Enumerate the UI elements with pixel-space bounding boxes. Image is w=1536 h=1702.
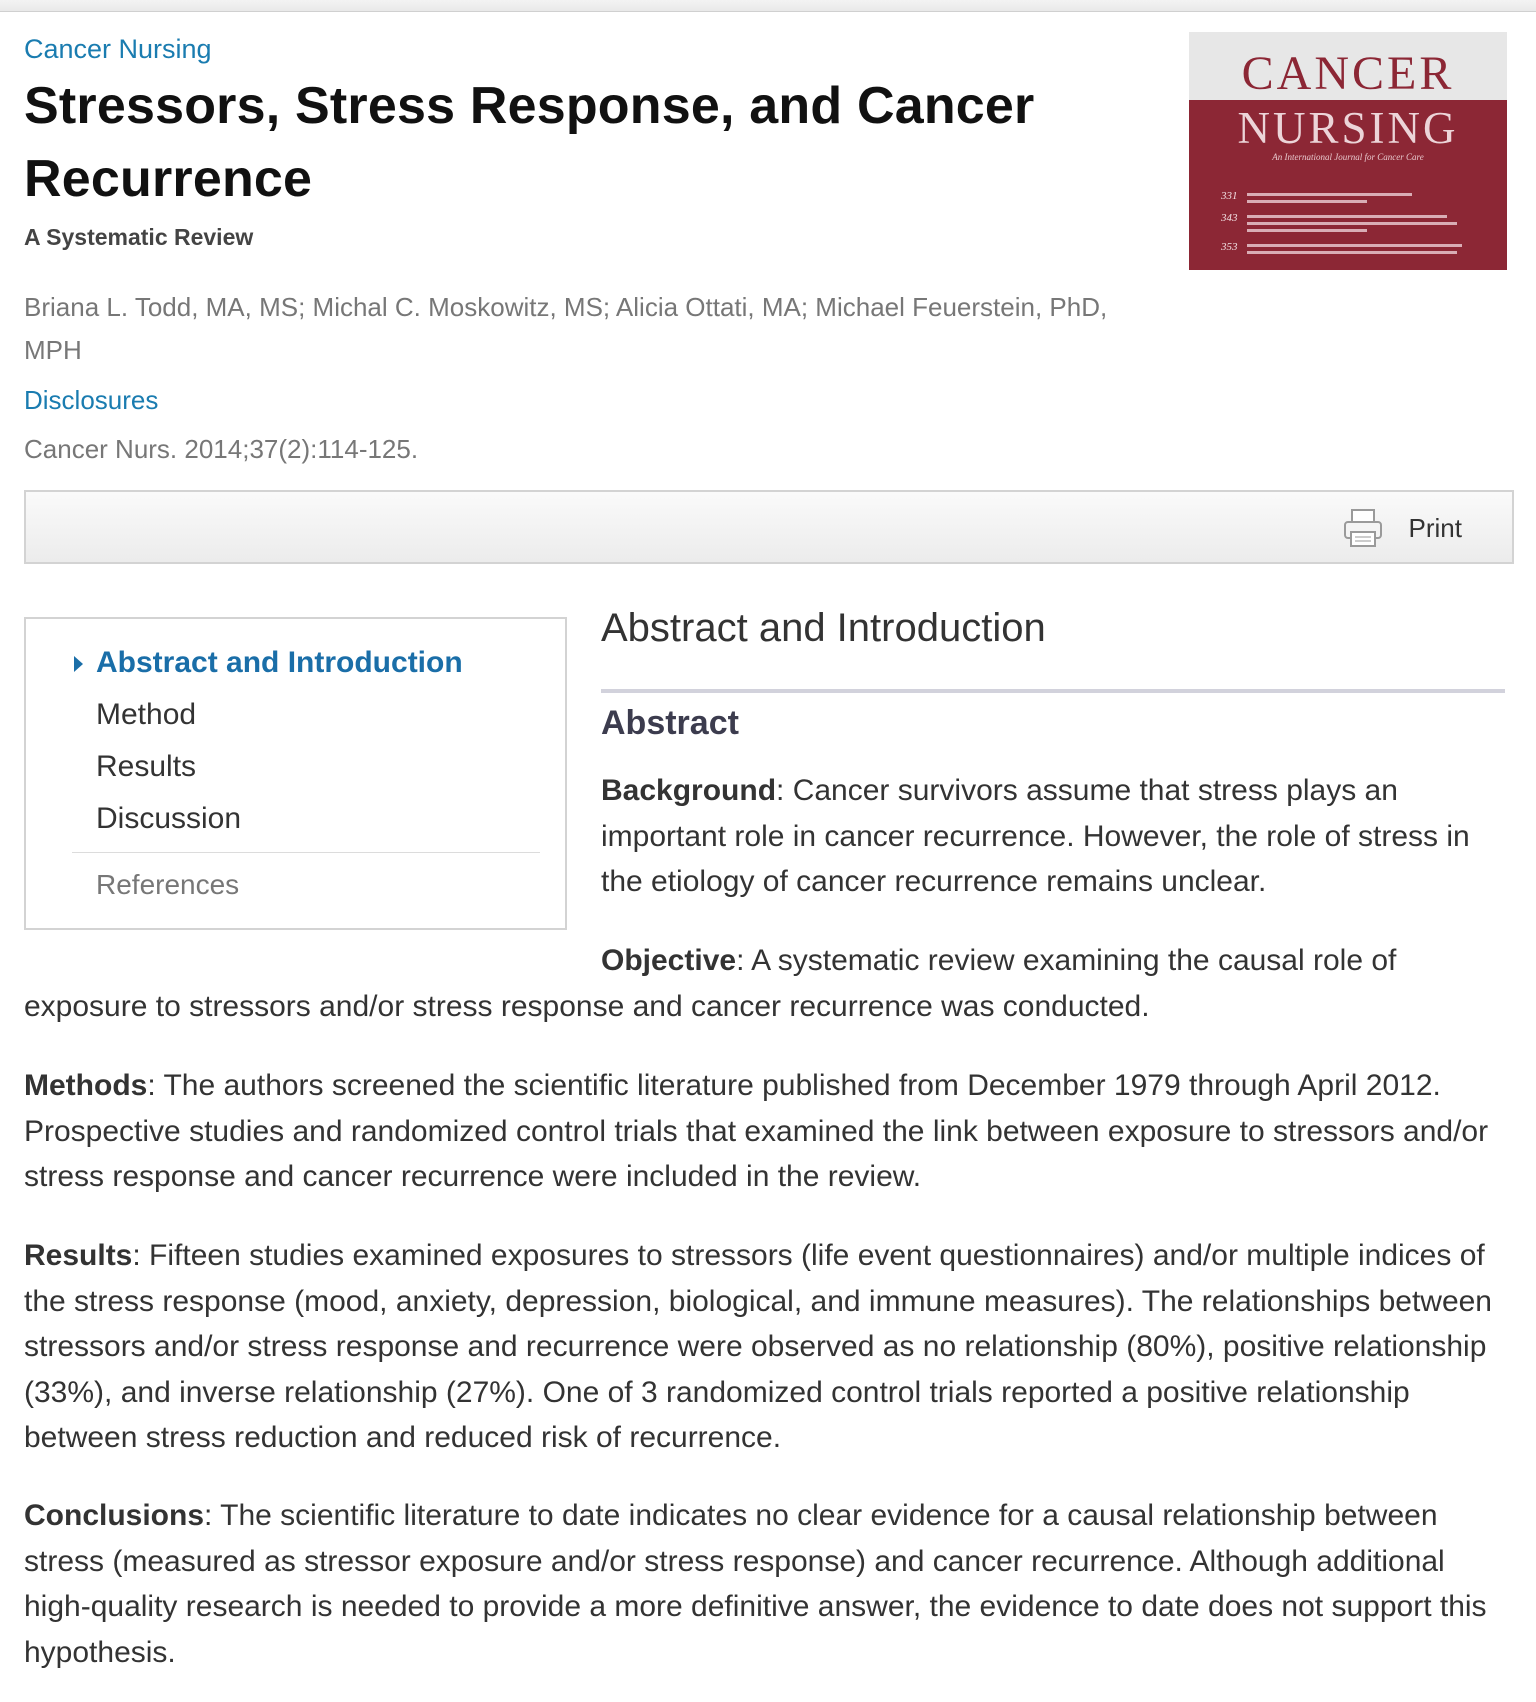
toc-item-discussion[interactable] bbox=[96, 802, 241, 836]
abstract-methods bbox=[24, 1063, 1504, 1200]
toc-item-results[interactable] bbox=[96, 750, 196, 784]
print-label: Print bbox=[1408, 512, 1462, 543]
cover-contents bbox=[1221, 190, 1462, 263]
article-title: Stressors, Stress Response, and Cancer Recurrence bbox=[24, 77, 1035, 208]
toc-item-label: References bbox=[96, 869, 240, 900]
abstract-background bbox=[601, 768, 1501, 905]
toc-item-label: Abstract and Introduction bbox=[96, 646, 463, 679]
toc-active-arrow-icon bbox=[74, 656, 83, 672]
print-button[interactable] bbox=[1343, 508, 1462, 548]
cover-page-number: 353 bbox=[1221, 241, 1238, 253]
browser-top-bar bbox=[0, 0, 1536, 12]
abstract-objective bbox=[24, 938, 1504, 1029]
journal-cover-image bbox=[1189, 32, 1507, 270]
cover-contents-item bbox=[1221, 190, 1462, 203]
printer-icon bbox=[1343, 508, 1383, 548]
journal-link[interactable]: Cancer Nursing bbox=[24, 34, 212, 64]
paragraph-text: : Fifteen studies examined exposures to stressors (life event questionnaires) and/or multiple indices of the stress response (mood, anxiety, depression, biological, and immune measures). The relationships between stressors and/or stress response and recurrence were observed as no relationship (80%), positive relationship (33%), and inverse relationship (27%). One of 3 randomized control trials reported a positive relationship between stress reduction and reduced risk of recurrence. bbox=[24, 1239, 1492, 1454]
paragraph-label: Background bbox=[601, 774, 777, 807]
toc-item-label: Method bbox=[96, 698, 197, 731]
cover-title-line1: CANCER bbox=[1241, 47, 1455, 100]
citation: Cancer Nurs. 2014;37(2):114-125. bbox=[24, 434, 419, 464]
article-subtitle: A Systematic Review bbox=[24, 224, 254, 250]
paragraph-text: : A systematic review examining the causal role of exposure to stressors and/or stress response and cancer recurrence was conducted. bbox=[24, 944, 1397, 1023]
toc-divider bbox=[72, 852, 540, 853]
table-of-contents bbox=[24, 617, 567, 930]
cover-title-line2: NURSING bbox=[1237, 103, 1459, 153]
section-title: Abstract and Introduction bbox=[601, 606, 1046, 650]
toc-item-method[interactable] bbox=[96, 698, 196, 732]
toc-item-references[interactable] bbox=[96, 869, 239, 901]
author-list: Briana L. Todd, MA, MS; Michal C. Moskowitz, MS; Alicia Ottati, MA; Michael Feuerstein, PhD, MPH bbox=[24, 292, 1108, 365]
cover-page-number: 331 bbox=[1221, 190, 1238, 202]
paragraph-label: Conclusions bbox=[24, 1499, 205, 1532]
abstract-results bbox=[24, 1233, 1504, 1461]
toc-item-label: Discussion bbox=[96, 802, 242, 835]
paragraph-label: Methods bbox=[24, 1069, 148, 1102]
paragraph-text: : The scientific literature to date indicates no clear evidence for a causal relationship between stress (measured as stressor exposure and/or stress response) and cancer recurrence. Although additional high-quality research is needed to provide a more definitive answer, the evidence to date does not support this hypothesis. bbox=[24, 1499, 1487, 1669]
disclosures-link[interactable]: Disclosures bbox=[24, 385, 159, 415]
article-toolbar bbox=[24, 490, 1514, 564]
cover-page-number: 343 bbox=[1221, 212, 1238, 224]
section-divider bbox=[601, 689, 1505, 693]
cover-contents-item bbox=[1221, 241, 1462, 254]
toc-item-label: Results bbox=[96, 750, 197, 783]
paragraph-label: Objective bbox=[601, 944, 737, 977]
paragraph-text: : Cancer survivors assume that stress plays an important role in cancer recurrence. However, the role of stress in the etiology of cancer recurrence remains unclear. bbox=[601, 774, 1470, 898]
abstract-conclusions bbox=[24, 1493, 1504, 1675]
cover-contents-item bbox=[1221, 212, 1462, 232]
cover-tagline: An International Journal for Cancer Care bbox=[1272, 152, 1424, 162]
abstract-heading: Abstract bbox=[601, 704, 739, 742]
toc-item-abstract-and-introduction[interactable] bbox=[96, 646, 463, 680]
paragraph-label: Results bbox=[24, 1239, 133, 1272]
paragraph-text: : The authors screened the scientific literature published from December 1979 through April 2012. Prospective studies and randomized control trials that examined the link between exposure to stressors and/or stress response and cancer recurrence were included in the review. bbox=[24, 1069, 1489, 1193]
